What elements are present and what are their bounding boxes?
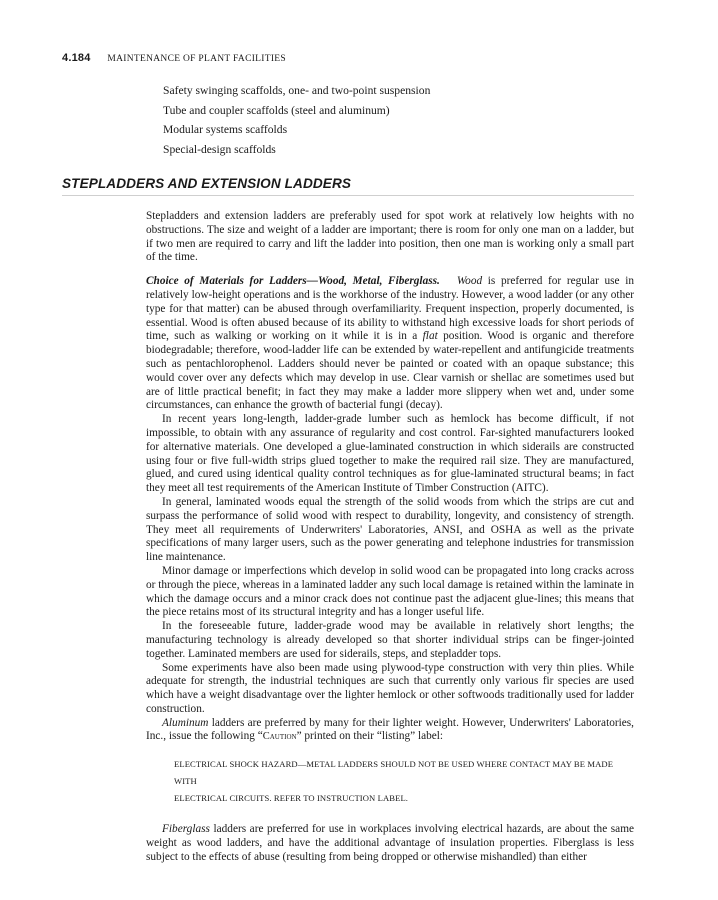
aluminum-text-b: ” printed on their “listing” label: xyxy=(296,730,444,743)
fiberglass-paragraph xyxy=(146,823,634,864)
list-item: Special-design scaffolds xyxy=(163,142,276,156)
list-item: Modular systems scaffolds xyxy=(163,123,288,136)
recent-paragraph: In recent years long-length, ladder-grade lumber such as hemlock has become difficult, if not impossible, to obtain with any assurance of regularity and cost control. Far-sighted manufacturers looked for alternative materials. One developed a glue-laminated construction in which siderails are constructed using four or five full-width strips glued together to make the required rail size. They are manufactured, glued, and cured using identical quality control techniques as for glue-laminated structural beams; in fact they meet all test requirements of the American Institute of Timber Construction (AITC). xyxy=(146,413,634,495)
aluminum-paragraph xyxy=(146,717,634,745)
choice-paragraph xyxy=(146,275,634,413)
choice-text-b: position. Wood is organic and therefore biodegradable; therefore, wood-ladder life can be extended by water-repellent and antifungicide treatments such as pentachlorophenol. Ladders should never be painted or coated with an opaque substance; this would cover over any defects which may develop in use. Clear varnish or shellac are sometimes used but are of little practical benefit; in fact they may make a ladder more slippery when wet and, under some circumstances, can enhance the growth of bacterial fungi (decay). xyxy=(146,330,635,412)
list-item: Tube and coupler scaffolds (steel and aluminum) xyxy=(163,103,390,117)
fiberglass-text: ladders are preferred for use in workplaces involving electrical hazards, are about the same weight as wood ladders, and have the additional advantage of insulation properties. Fiberglass is less subject to the effects of abuse (resulting from being dropped or otherwise mishandled) than either xyxy=(146,823,634,863)
running-head-title: MAINTENANCE OF PLANT FACILITIES xyxy=(107,54,286,64)
scaffold-type-list xyxy=(163,81,430,159)
experiments-paragraph: Some experiments have also been made using plywood-type construction with very thin plies. While adequate for strength, the industrial techniques are such that currently only various fir species are used which have a weight disadvantage over the lighter hemlock or other softwoods traditionally used for ladder construction. xyxy=(146,661,634,715)
fiberglass-term: Fiberglass xyxy=(162,823,210,836)
minor-damage-paragraph: Minor damage or imperfections which develop in solid wood can be propagated into long cracks across or through the piece, whereas in a laminated ladder any such local damage is retained within the laminate in which the damage occurs and a minor crack does not continue past the adjacent glue-lines; this means that the piece retains most of its structural integrity and has a longer useful life. xyxy=(146,564,634,619)
running-head xyxy=(62,52,286,64)
page-number: 4.184 xyxy=(62,52,91,64)
choice-text-a: is preferred for regular use in relatively low-height operations and is the workhorse of the industry. However, a wood ladder (or any other type for that matter) can be abused through overfamiliarity. Frequent inspection, properly documented, is essential. Wood is often abused because of its ability to withstand high excessive loads for short periods of time, such as walking or working on it while it is in a xyxy=(146,275,634,343)
caution-label-line-2: ELECTRICAL CIRCUITS. REFER TO INSTRUCTION LABEL. xyxy=(174,793,409,804)
run-in-heading: Choice of Materials for Ladders—Wood, Metal, Fiberglass. xyxy=(146,275,440,288)
aluminum-term: Aluminum xyxy=(162,716,209,729)
list-item: Safety swinging scaffolds, one- and two-point suspension xyxy=(163,84,431,97)
caution-label-line-1: ELECTRICAL SHOCK HAZARD—METAL LADDERS SHOULD NOT BE USED WHERE CONTACT MAY BE MADE WITH xyxy=(174,759,614,787)
section-heading: STEPLADDERS AND EXTENSION LADDERS xyxy=(62,176,634,196)
caution-label-text xyxy=(174,756,634,807)
caution-word: Caution xyxy=(262,731,297,743)
flat-term: flat xyxy=(422,330,438,343)
general-paragraph: In general, laminated woods equal the strength of the solid woods from which the strips are cut and surpass the performance of solid wood with respect to durability, longevity, and consistency of strength. They meet all requirements of Underwriters' Laboratories, ANSI, and OSHA as well as the private specifications of many larger users, such as the power generating and telephone industries for transmission line maintenance. xyxy=(146,495,634,564)
aluminum-text-a: ladders are preferred by many for their lighter weight. However, Underwriters' Laboratories, Inc., issue the following “ xyxy=(146,716,634,743)
wood-term: Wood xyxy=(456,275,483,288)
foreseeable-paragraph: In the foreseeable future, ladder-grade wood may be available in relatively short lengths; the manufacturing technology is already developed so that shorter individual strips can be finger-jointed together. Laminated members are used for siderails, steps, and stepladder tops. xyxy=(146,620,634,660)
body-text xyxy=(146,210,634,865)
intro-paragraph: Stepladders and extension ladders are preferably used for spot work at relatively low heights with no obstructions. The size and weight of a ladder are important; there is room for only one man on a ladder, but if two men are required to carry and lift the ladder into position, then one man is working only a small part of the time. xyxy=(146,210,634,264)
